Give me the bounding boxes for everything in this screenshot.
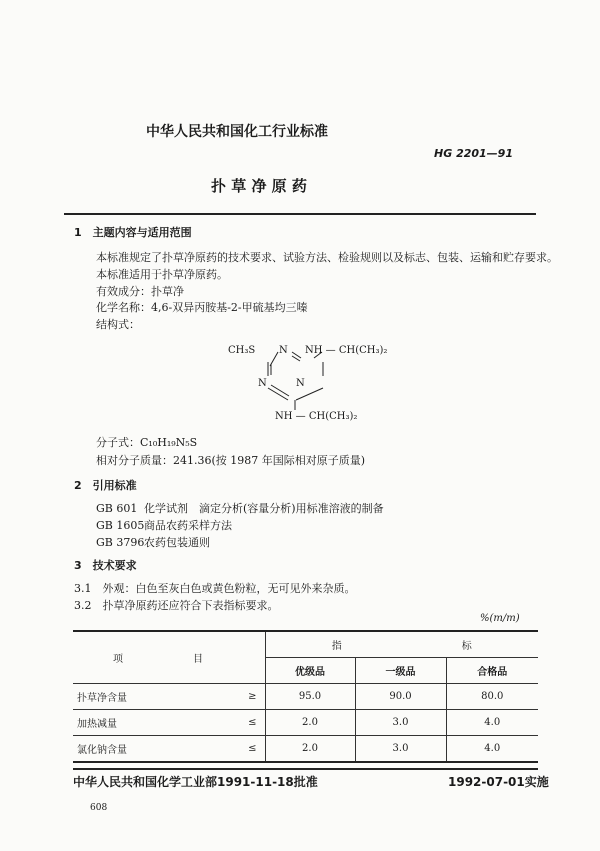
- section-1-heading: 1 主题内容与适用范围: [74, 226, 192, 239]
- isopropylamino-group: NH — CH(CH₃)₂: [275, 411, 358, 422]
- row-item: 氯化钠含量: [73, 736, 228, 763]
- row-operator: ≥: [228, 684, 265, 710]
- row-value: 90.0: [355, 684, 446, 710]
- reference-title: 农药包装通则: [144, 536, 210, 549]
- specification-table: [73, 630, 538, 763]
- effective-date: 1992-07-01实施: [448, 775, 549, 789]
- reference-item: [96, 517, 232, 533]
- section-1-line: 本标准适用于扑草净原药。: [96, 268, 228, 281]
- document-title: 扑 草 净 原 药: [211, 177, 307, 195]
- approval-text: 中华人民共和国化学工业部1991-11-18批准: [73, 775, 318, 789]
- grade-header: 一级品: [355, 658, 446, 684]
- table-row: [73, 684, 538, 710]
- reference-code: GB 1605: [96, 519, 145, 532]
- formula-label: 分子式：: [96, 436, 140, 449]
- footer-divider: [73, 768, 538, 770]
- grade-header: 优级品: [265, 658, 355, 684]
- molecular-formula: [96, 434, 197, 450]
- isopropylamino-group: NH — CH(CH₃)₂: [305, 345, 388, 356]
- reference-item: [96, 534, 210, 550]
- row-item: 加热减量: [73, 710, 228, 736]
- item-header: [73, 631, 265, 684]
- grade-header: 合格品: [446, 658, 538, 684]
- ring-nitrogen: N: [296, 378, 305, 389]
- reference-title: 商品农药采样方法: [144, 519, 232, 532]
- reference-item: [96, 500, 384, 516]
- item-header-char: 目: [193, 654, 203, 665]
- section-1-line: 本标准规定了扑草净原药的技术要求、试验方法、检验规则以及标志、包装、运输和贮存要求。: [96, 251, 558, 264]
- section-1-line: 有效成分：扑草净: [96, 285, 184, 298]
- table-unit: %(m/m): [480, 613, 520, 624]
- row-operator: ≤: [228, 736, 265, 763]
- ring-nitrogen: N: [258, 378, 267, 389]
- row-operator: ≤: [228, 710, 265, 736]
- index-header-char: 标: [461, 641, 472, 652]
- row-value: 4.0: [446, 736, 538, 763]
- header-divider: [64, 213, 536, 215]
- section-3-heading: 3 技术要求: [74, 559, 137, 572]
- methylthio-group: CH₃S: [228, 345, 256, 356]
- row-value: 2.0: [265, 710, 355, 736]
- standard-code: HG 2201—91: [434, 147, 513, 160]
- table-header-row: [73, 631, 538, 658]
- row-value: 3.0: [355, 710, 446, 736]
- row-value: 80.0: [446, 684, 538, 710]
- index-header-char: 指: [331, 641, 342, 652]
- molecular-mass: 相对分子质量：241.36(按 1987 年国际相对原子质量): [96, 454, 366, 467]
- row-item: 扑草净含量: [73, 684, 228, 710]
- ring-nitrogen: N: [279, 345, 288, 356]
- reference-code: GB 3796: [96, 536, 145, 549]
- index-header: [265, 631, 538, 658]
- formula-value: C₁₀H₁₉N₅S: [140, 436, 198, 449]
- row-value: 4.0: [446, 710, 538, 736]
- row-value: 2.0: [265, 736, 355, 763]
- table-row: [73, 736, 538, 763]
- item-header-char: 项: [113, 654, 123, 665]
- issuer-title: 中华人民共和国化工行业标准: [146, 124, 328, 140]
- page-number: 608: [90, 803, 108, 813]
- section-1-line: 化学名称：4,6-双异丙胺基-2-甲硫基均三嗪: [96, 301, 308, 314]
- requirement-item: 3.2 扑草净原药还应符合下表指标要求。: [74, 599, 279, 612]
- row-value: 95.0: [265, 684, 355, 710]
- requirement-item: 3.1 外观：白色至灰白色或黄色粉粒，无可见外来杂质。: [74, 582, 356, 595]
- reference-code: GB 601: [96, 502, 138, 515]
- section-2-heading: 2 引用标准: [74, 479, 137, 492]
- row-value: 3.0: [355, 736, 446, 763]
- section-1-line: 结构式：: [96, 318, 140, 331]
- reference-title: 化学试剂 滴定分析(容量分析)用标准溶液的制备: [144, 502, 384, 515]
- table-row: [73, 710, 538, 736]
